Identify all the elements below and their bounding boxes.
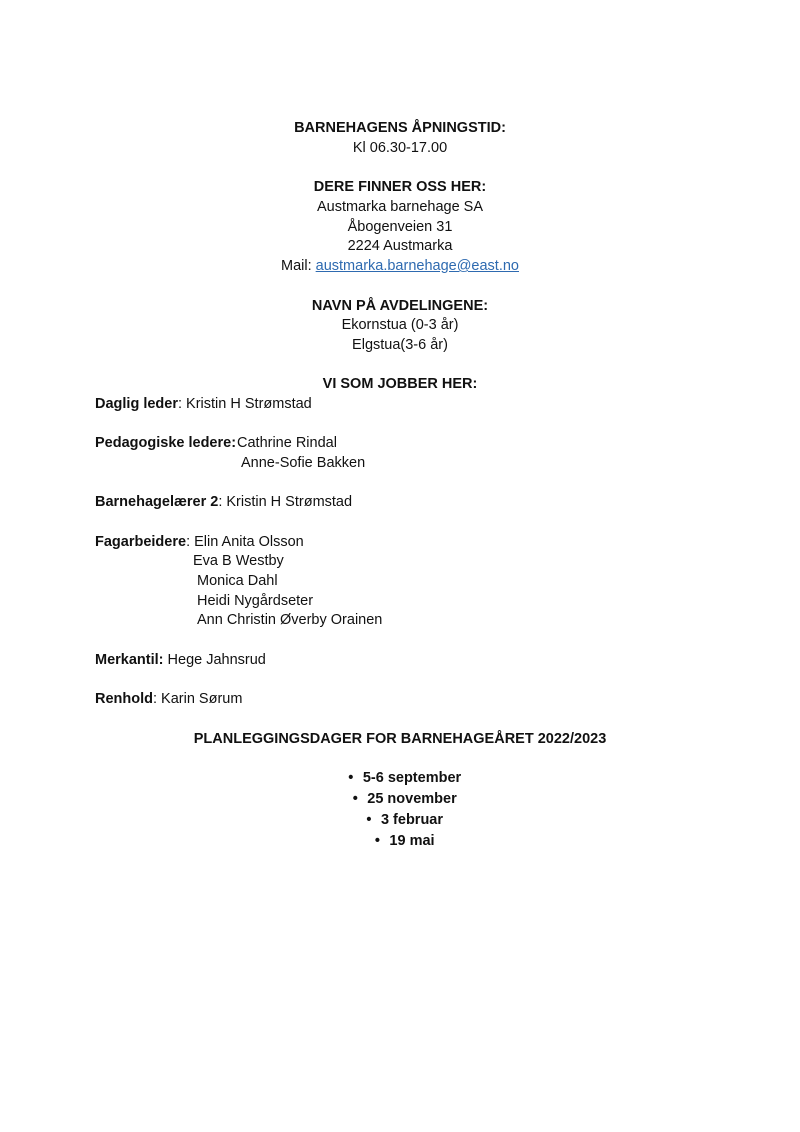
fagarbeider-name: : Elin Anita Olsson (186, 534, 304, 550)
pedagogiske-ledere-line (95, 433, 236, 453)
opening-heading: BARNEHAGENS ÅPNINGSTID: (294, 120, 506, 136)
fagarbeider-name: Monica Dahl (197, 573, 278, 589)
bullet-icon: • (348, 770, 354, 786)
bullet-icon: • (352, 791, 358, 807)
bullet-icon: • (374, 833, 380, 849)
list-item (0, 768, 800, 789)
planning-heading: PLANLEGGINGSDAGER FOR BARNEHAGEÅRET 2022/2023 (193, 731, 607, 747)
pedagogiske-ledere-label: Pedagogiske ledere: (95, 435, 237, 451)
opening-hours: Kl 06.30-17.00 (352, 140, 448, 156)
pedagogisk-leder-name: Cathrine Rindal (237, 435, 337, 451)
pedagogisk-leder-name: Anne-Sofie Bakken (241, 455, 366, 471)
merkantil-line (95, 650, 266, 670)
mail-line (0, 256, 800, 276)
merkantil-value: Hege Jahnsrud (163, 652, 266, 668)
bullet-icon: • (366, 812, 372, 828)
list-item (0, 789, 800, 810)
fagarbeider-name: Ann Christin Øverby Orainen (197, 612, 383, 628)
daglig-leder-line (95, 394, 312, 414)
renhold-value: : Karin Sørum (153, 691, 243, 707)
planning-day: 3 februar (380, 812, 444, 828)
planning-day: 25 november (367, 791, 457, 807)
location-heading: DERE FINNER OSS HER: (313, 179, 487, 195)
mail-link[interactable]: austmarka.barnehage@east.no (315, 258, 519, 274)
fagarbeider-name: Heidi Nygårdseter (197, 593, 314, 609)
department-item: Elgstua(3-6 år) (352, 337, 448, 353)
fagarbeidere-label: Fagarbeidere (95, 534, 187, 550)
street-address: Åbogenveien 31 (347, 219, 453, 235)
planning-day: 19 mai (389, 833, 435, 849)
fagarbeider-name: Eva B Westby (193, 553, 284, 569)
daglig-leder-label: Daglig leder (95, 396, 178, 412)
renhold-label: Renhold (95, 691, 153, 707)
planning-day: 5-6 september (362, 770, 462, 786)
barnehagelaerer-label: Barnehagelærer 2 (95, 494, 219, 510)
department-item: Ekornstua (0-3 år) (341, 317, 459, 333)
daglig-leder-value: : Kristin H Strømstad (178, 396, 312, 412)
staff-heading: VI SOM JOBBER HER: (322, 376, 478, 392)
departments-heading: NAVN PÅ AVDELINGENE: (311, 298, 489, 314)
planning-days-list (0, 768, 800, 852)
list-item (0, 831, 800, 852)
fagarbeidere-line (95, 532, 304, 552)
list-item (0, 810, 800, 831)
postal-address: 2224 Austmarka (347, 238, 453, 254)
mail-label: Mail: (280, 258, 316, 274)
barnehagelaerer-line (95, 492, 352, 512)
kindergarten-name: Austmarka barnehage SA (316, 199, 484, 215)
merkantil-label: Merkantil: (95, 652, 164, 668)
renhold-line (95, 689, 242, 709)
barnehagelaerer-value: : Kristin H Strømstad (218, 494, 353, 510)
